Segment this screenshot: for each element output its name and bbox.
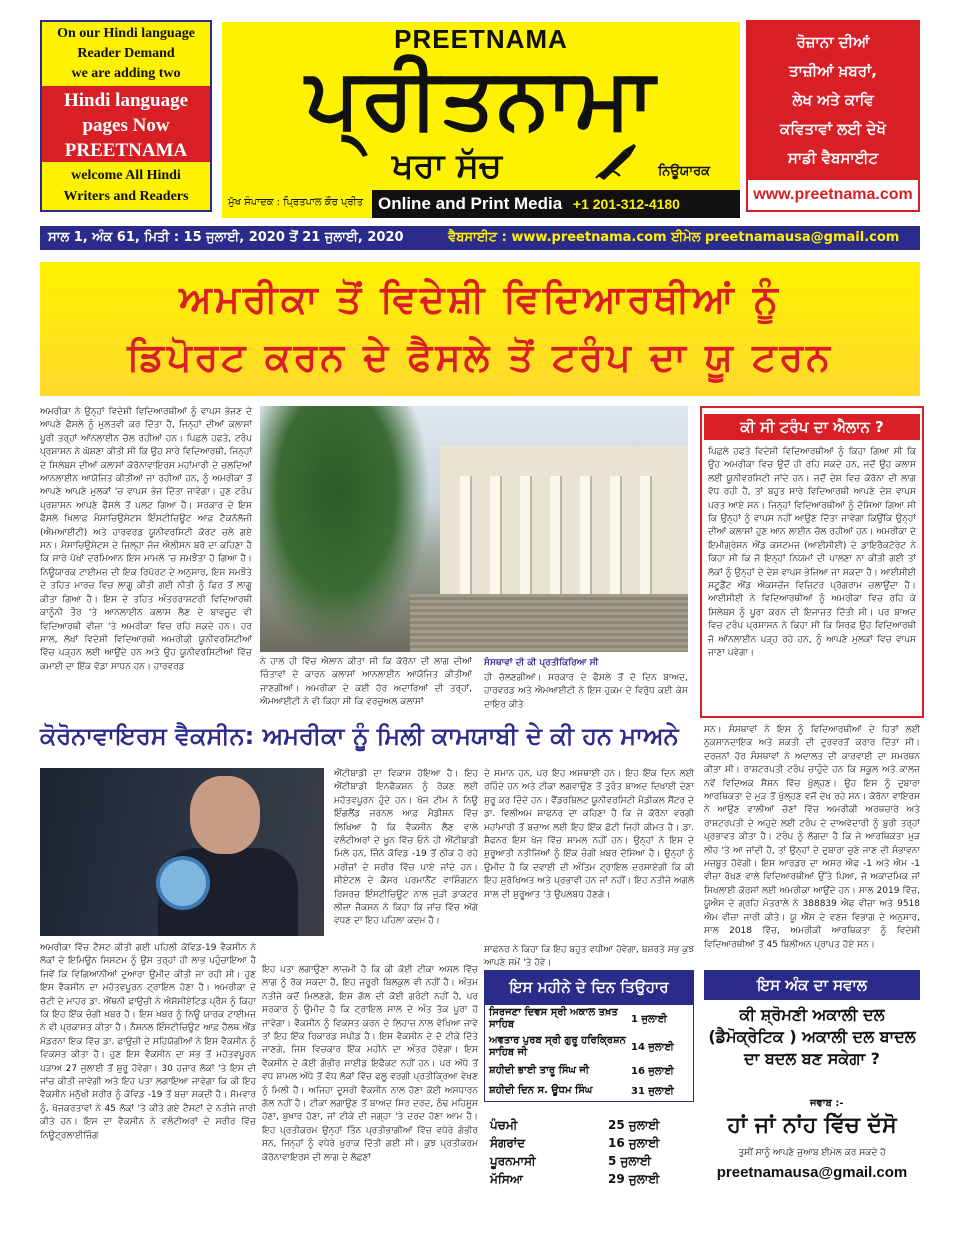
festival-date: 1 ਜੁਲਾਈ <box>631 1013 667 1025</box>
steps <box>410 594 688 652</box>
column <box>610 476 620 594</box>
lunar-name: ਸੰਗਰਾਂਦ <box>490 1136 526 1150</box>
lunar-row <box>484 1116 694 1134</box>
brand-english: PREETNAMA <box>394 24 568 54</box>
story1-continuation: ਸਨ। ਸੰਸਥਾਵਾਂ ਨੇ ਇਸ ਨੂੰ ਵਿਦਿਆਰਥੀਆਂ ਦੇ ਹਿਤਾਂ ਲਈ ਨੁਕਸਾਨਦਾਇਕ ਅਤੇ ਸ਼ਕਤੀ ਦੀ ਦੁਰਵਰਤੋਂ ਕਰਾਰ ਦਿੱਤਾ ਸੀ। ਦਰਜਨਾਂ ਹੋਰ ਸੰਸਥਾਵਾਂ ਨੇ ਅਦਾਲਤ ਦੀ ਕਾਰਵਾਈ ਦਾ ਸਮਰਥਨ ਕੀਤਾ ਸੀ। ਰਾਸ਼ਟਰਪਤੀ ਟਰੰਪ ਚਾਹੁੰਦੇ ਹਨ ਕਿ ਸਕੂਲ ਅਤੇ ਕਾਲਜ ਨਵੇਂ ਵਿਦਿਅਕ ਸੈਸ਼ਨ ਵਿੱਚ ਖੁੱਲ੍ਹਣ। ਉਹ ਇਸ ਨੂੰ ਦੁਬਾਰਾ ਆਰਥਿਕਤਾ ਦੇ ਮੁੜ ਤੋਂ ਖੁੱਲ੍ਹਣ ਵਜੋਂ ਦੇਖ ਰਹੇ ਸਨ। ਕੋਰੋਨਾ ਵਾਇਰਸ ਨੇ ਆਉਣ ਵਾਲੀਆਂ ਚੋਣਾਂ ਵਿੱਚ ਅਮਰੀਕੀ ਅਰਥਚਾਰੇ ਅਤੇ ਰਾਸ਼ਟਰਪਤੀ ਦੇ ਅਹੁਦੇ ਲਈ ਟਰੰਪ ਦੇ ਦਾਅਵੇਦਾਰੀ ਨੂੰ ਬੁਰੀ ਤਰ੍ਹਾਂ ਪ੍ਰਭਾਵਤ ਕੀਤਾ ਹੈ। ਟਰੰਪ ਨੂੰ ਲੱਗਦਾ ਹੈ ਕਿ ਜੇ ਆਰਥਿਕਤਾ ਮੁੜ ਲੀਹ 'ਤੇ ਆ ਜਾਂਦੀ ਹੈ, ਤਾਂ ਉਨ੍ਹਾਂ ਦੇ ਦੁਬਾਰਾ ਚੁਣੇ ਜਾਣ ਦੀ ਸੰਭਾਵਨਾ ਮਜ਼ਬੂਤ ਹੋਵੇਗੀ। ਇਸ ਆਰਡਰ ਦਾ ਅਸਰ ਐਫ -1 ਅਤੇ ਐਮ -1 ਵੀਜ਼ਾ ਰੱਖਣ ਵਾਲੇ ਵਿਦਿਆਰਥੀਆਂ ਉੱਤੇ ਪਿਆ, ਜੋ ਅਕਾਦਮਿਕ ਜਾਂ ਸਿਖਲਾਈ ਕੋਰਸਾਂ ਲਈ ਅਮਰੀਕਾ ਆਉਂਦੇ ਹਨ। ਸਾਲ 2019 ਵਿੱਚ, ਯੂਐਸ ਦੇ ਗ੍ਰਹਿ ਮੰਤਰਾਲੇ ਨੇ 388839 ਐਫ ਵੀਜ਼ਾ ਅਤੇ 9518 ਐਮ ਵੀਜ਼ਾ ਜਾਰੀ ਕੀਤੇ। ਯੂ ਐੱਸ ਦੇ ਵਣਜ ਵਿਭਾਗ ਦੇ ਅਨੁਸਾਰ, ਸਾਲ 2018 ਵਿੱਚ, ਅਮਰੀਕੀ ਆਰਥਿਕਤਾ ਨੂੰ ਵਿਦੇਸ਼ੀ ਵਿਦਿਆਰਥੀਆਂ ਤੋਂ 45 ਬਿਲੀਅਨ ਪ੍ਰਾਪਤ ਹੋਏ ਸਨ। <box>704 725 920 950</box>
notice-line: Hindi language <box>63 90 189 111</box>
fauci-photo <box>40 768 324 936</box>
media-strip <box>372 190 740 218</box>
festivals-table <box>484 1004 694 1102</box>
website-link[interactable]: www.preetnama.com <box>753 186 913 203</box>
promo-line: ਸਾਡੀ ਵੈਬਸਾਈਟ <box>787 149 879 167</box>
lunar-dates-table <box>484 1116 694 1188</box>
reply-label: ਜਵਾਬ :- <box>810 1098 844 1109</box>
festivals-title: ਇਸ ਮਹੀਨੇ ਦੇ ਦਿਨ ਤਿਉਹਾਰ <box>484 970 694 1004</box>
festival-date: 14 ਜੁਲਾਈ <box>631 1041 674 1053</box>
website-promo-box <box>746 20 920 212</box>
festival-name: ਅਵਤਾਰ ਪੁਰਬ ਸ੍ਰੀ ਗੁਰੂ ਹਰਿਕ੍ਰਿਸ਼ਨ ਸਾਹਿਬ ਜੀ <box>489 1035 626 1058</box>
virus-model <box>160 860 206 906</box>
headline-line: ਅਮਰੀਕਾ ਤੋਂ ਵਿਦੇਸ਼ੀ ਵਿਦਿਆਰਥੀਆਂ ਨੂੰ <box>179 277 781 321</box>
question-text: ਕੀ ਸ਼੍ਰੋਮਣੀ ਅਕਾਲੀ ਦਲ (ਡੈਮੋਕ੍ਰੇਟਿਕ ) ਅਕਾਲੀ ਦਲ ਬਾਦਲ ਦਾ ਬਦਲ ਬਣ ਸਕੇਗਾ ? <box>708 1005 916 1068</box>
issue-info-bar <box>40 226 920 250</box>
tagline: ਖਰਾ ਸੱਚ <box>392 146 502 186</box>
masthead-logo <box>222 22 740 218</box>
lunar-name: ਪੂਰਨਮਾਸੀ <box>490 1154 536 1168</box>
notice-line: On our Hindi language <box>57 26 195 41</box>
headline-line: ਡਿਪੋਰਟ ਕਰਨ ਦੇ ਫੈਸਲੇ ਤੋਂ ਟਰੰਪ ਦਾ ਯੂ ਟਰਨ <box>127 335 833 379</box>
notice-line: Reader Demand <box>77 46 175 61</box>
media-label: Online and Print Media <box>378 194 563 213</box>
festival-row <box>485 1033 693 1061</box>
email-link[interactable]: preetnamausa@gmail.com <box>716 1164 908 1181</box>
answer-prompt: ਹਾਂ ਜਾਂ ਨਾਂਹ ਵਿੱਚ ਦੱਸੋ <box>727 1113 897 1138</box>
library-building <box>440 446 688 616</box>
main-headline <box>40 262 920 396</box>
vaccine-headline: ਕੋਰੋਨਾਵਾਇਰਸ ਵੈਕਸੀਨ: ਅਮਰੀਕਾ ਨੂੰ ਮਿਲੀ ਕਾਮਯਾਬੀ ਦੇ ਕੀ ਹਨ ਮਾਅਨੇ <box>40 722 679 750</box>
notice-line: we are adding two <box>71 66 181 81</box>
column <box>520 476 530 594</box>
issue-date: ਸਾਲ 1, ਅੰਕ 61, ਮਿਤੀ : 15 ਜੁਲਾਈ, 2020 ਤੋਂ 21 ਜੁਲਾਈ, 2020 <box>48 230 404 245</box>
notice-line: PREETNAMA <box>64 140 188 161</box>
vaccine-column-d: ਇਹ ਪਤਾ ਲਗਾਉਣਾ ਲਾਜ਼ਮੀ ਹੈ ਕਿ ਕੀ ਕੋਈ ਟੀਕਾ ਅਸਲ ਵਿੱਚ ਲਾਗ ਨੂੰ ਰੋਕ ਸਕਦਾ ਹੈ, ਇਹ ਜ਼ਰੂਰੀ ਬਿਲਕੁਲ ਵੀ ਨਹੀਂ ਹੈ। ਅੰਤਮ ਨਤੀਜੇ ਕਦੋਂ ਮਿਲਣਗੇ, ਇਸ ਗੱਲ ਦੀ ਕੋਈ ਗਰੰਟੀ ਨਹੀਂ ਹੈ, ਪਰ ਸਰਕਾਰ ਨੂੰ ਉਮੀਦ ਹੈ ਕਿ ਟ੍ਰਾਇਲ ਸਾਲ ਦੇ ਅੰਤ ਤੱਕ ਪੂਰਾ ਹੋ ਜਾਵੇਗਾ। ਵੈਕਸੀਨ ਨੂੰ ਵਿਕਸਤ ਕਰਨ ਦੇ ਲਿਹਾਜ਼ ਨਾਲ ਵੇਖਿਆ ਜਾਵੇ ਤਾਂ ਇਹ ਇੱਕ ਰਿਕਾਰਡ ਸਪੀਡ ਹੈ। ਇਸ ਵੈਕਸੀਨ ਦੇ ਦੋ ਟੀਕੇ ਦਿੱਤੇ ਜਾਣਗੇ, ਜਿਸ ਵਿਚਕਾਰ ਇੱਕ ਮਹੀਨੇ ਦਾ ਅੰਤਰ ਹੋਵੇਗਾ। ਇਸ ਵੈਕਸੀਨ ਦੇ ਕੋਈ ਗੰਭੀਰ ਸਾਈਡ ਇਫੈਕਟ ਨਹੀਂ ਹਨ। ਪਰ ਅੱਧੇ ਤੋਂ ਵਧ ਸ਼ਾਮਲ ਅੱਧੇ ਤੋਂ ਵੱਧ ਲੋਕਾਂ ਵਿੱਚ ਫਲੂ ਵਰਗੀ ਪ੍ਰਤੀਕ੍ਰਿਆ ਵੇਖਣ ਨੂੰ ਮਿਲੀ ਹੈ। ਅਜਿਹਾ ਦੂਸਰੀ ਵੈਕਸੀਨ ਨਾਲ ਹੋਣਾ ਕੋਈ ਅਸਧਾਰਨ ਗੱਲ ਨਹੀਂ ਹੈ। ਟੀਕਾ ਲਗਾਉਣ ਤੋਂ ਬਾਅਦ ਸਿਰ ਦਰਦ, ਠੰਢ ਮਹਿਸੂਸ ਹੋਣਾ, ਬੁਖ਼ਾਰ ਹੋਣਾ, ਜਾਂ ਟੀਕੇ ਦੀ ਜਗ੍ਹਾ 'ਤੇ ਦਰਦ ਹੋਣਾ ਆਮ ਹੈ। ਇਹ ਪ੍ਰਤੀਕਰਮ ਉਨ੍ਹਾਂ ਤਿੰਨ ਪ੍ਰਤੀਭਾਗੀਆਂ ਵਿੱਚ ਵਧੇਰੇ ਗੰਭੀਰ ਸਨ, ਜਿਨ੍ਹਾਂ ਨੂੰ ਵਧੇਰੇ ਖੁਰਾਕ ਦਿੱਤੀ ਗਈ ਸੀ। ਕੁਝ ਪ੍ਰਤੀਕਰਮ ਕੋਰੋਨਾਵਾਇਰਸ ਦੀ ਲਾਗ ਦੇ ਲੱਛਣਾਂ <box>262 965 478 1163</box>
festival-date: 16 ਜੁਲਾਈ <box>631 1065 674 1077</box>
notice-line: welcome All Hindi <box>71 168 181 183</box>
promo-line: ਲੇਖ ਅਤੇ ਕਾਵਿ <box>792 91 874 109</box>
face <box>190 776 260 854</box>
announcement-title: ਕੀ ਸੀ ਟਰੰਪ ਦਾ ਐਲਾਨ ? <box>704 414 920 440</box>
festival-row <box>485 1061 693 1081</box>
website-promo-text <box>748 22 918 180</box>
story1-column-2: ਨੇ ਹਾਲ ਹੀ ਵਿੱਚ ਐਲਾਨ ਕੀਤਾ ਸੀ ਕਿ ਕੋਰੋਨਾ ਦੀ ਲਾਗ ਦੀਆਂ ਚਿੰਤਾਵਾਂ ਦੇ ਕਾਰਨ ਕਲਾਸਾਂ ਆਨਲਾਈਨ ਆਯੋਜਿਤ ਕੀਤੀਆਂ ਜਾਣਗੀਆਂ। ਅਮਰੀਕਾ ਦੇ ਕਈ ਹੋਰ ਅਦਾਰਿਆਂ ਦੀ ਤਰ੍ਹਾਂ, ਐਮਆਈਟੀ ਨੇ ਵੀ ਕਿਹਾ ਸੀ ਕਿ ਵਰਚੁਅਲ ਕਲਾਸਾਂ <box>260 657 472 708</box>
promo-line: ਤਾਜ਼ੀਆਂ ਖ਼ਬਰਾਂ, <box>789 62 877 80</box>
chief-editor: ਮੁੱਖ ਸੰਪਾਦਕ : ਪ੍ਰਿਤਪਾਲ ਕੌਰ ਪ੍ਰੀਤ <box>228 197 364 208</box>
lunar-name: ਪੰਚਮੀ <box>490 1118 518 1132</box>
story1-column-1: ਅਮਰੀਕਾ ਨੇ ਉਨ੍ਹਾਂ ਵਿਦੇਸ਼ੀ ਵਿਦਿਆਰਥੀਆਂ ਨੂੰ ਵਾਪਸ ਭੇਜਣ ਦੇ ਆਪਣੇ ਫੈਸਲੇ ਨੂੰ ਮੁਲਤਵੀ ਕਰ ਦਿੱਤਾ ਹੈ, ਜਿਨ੍ਹਾਂ ਦੀਆਂ ਕਲਾਸਾਂ ਪੂਰੀ ਤਰ੍ਹਾਂ ਆੱਨਲਾਈਨ ਚੱਲ ਰਹੀਆਂ ਹਨ। ਪਿਛਲੇ ਹਫਤੇ, ਟਰੰਪ ਪ੍ਰਸ਼ਾਸਨ ਨੇ ਘੋਸ਼ਣਾ ਕੀਤੀ ਸੀ ਕਿ ਉਹ ਸਾਰੇ ਵਿਦਿਆਰਥੀ, ਜਿਨ੍ਹਾਂ ਦੇ ਸਿਲੇਬਸ ਦੀਆਂ ਕਲਾਸਾਂ ਕੋਰੋਨਾਵਾਇਰਸ ਮਹਾਂਮਾਰੀ ਦੇ ਚਲਦਿਆਂ ਆਨਲਾਈਨ ਆਯੋਜਿਤ ਕੀਤੀਆਂ ਜਾ ਰਹੀਆਂ ਹਨ, ਨੂੰ ਅਮਰੀਕਾ ਤੋਂ ਆਪਣੇ ਆਪਣੇ ਮੁਲਕਾਂ 'ਚ ਵਾਪਸ ਭੇਜ ਦਿੱਤਾ ਜਾਵੇਗਾ। ਹੁਣ ਟਰੰਪ ਪ੍ਰਸ਼ਾਸਨ ਆਪਣੇ ਫੈਸਲੇ ਤੋਂ ਪਲਟ ਗਿਆ ਹੈ। ਸਰਕਾਰ ਦੇ ਇਸ ਫੈਸਲੇ ਖ਼ਿਲਾਫ਼ ਮੈਸਾਚਿਉਸੇਟਸ ਇੰਸਟੀਚਿਊਟ ਆਫ਼ ਟੈਕਨੋਲੋਜੀ (ਐਮਆਈਟੀ) ਅਤੇ ਹਾਰਵਰਡ ਯੂਨੀਵਰਸਿਟੀ ਕੋਰਟ ਚਲੇ ਗਏ ਸਨ। ਮੈਸਾਚਿਉਸੇਟਸ ਦੇ ਜ਼ਿਲ੍ਹਾ ਜੱਜ ਐਲੀਸਨ ਬਰੋ ਦਾ ਕਹਿਣਾ ਹੈ ਕਿ ਸਾਰੇ ਪੱਖਾਂ ਦਰਮਿਆਨ ਇਸ ਮਾਮਲੇ 'ਚ ਸਮਝੌਤਾ ਹੋ ਗਿਆ ਹੈ। ਨਿਊਯਾਰਕ ਟਾਈਮਜ਼ ਦੀ ਇਕ ਰਿਪੋਰਟ ਦੇ ਅਨੁਸਾਰ, ਇਸ ਸਮਝੌਤੇ ਦੇ ਤਹਿਤ ਮਾਰਚ ਵਿਚ ਲਾਗੂ ਕੀਤੀ ਗਈ ਨੀਤੀ ਨੂੰ ਫਿਰ ਤੋਂ ਲਾਗੂ ਕੀਤਾ ਗਿਆ ਹੈ। ਇਸ ਦੇ ਤਹਿਤ ਅੰਤਰਰਾਸ਼ਟਰੀ ਵਿਦਿਆਰਥੀ ਕਾਨੂੰਨੀ ਤੌਰ 'ਤੇ ਆਨਲਾਈਨ ਕਲਾਸ ਲੈਣ ਦੇ ਬਾਵਜੂਦ ਵੀ ਵਿਦਿਆਰਥੀ ਵੀਜ਼ਾ 'ਤੇ ਅਮਰੀਕਾ ਵਿਚ ਰਹਿ ਸਕਦੇ ਹਨ। ਹਰ ਸਾਲ, ਲੱਖਾਂ ਵਿਦੇਸ਼ੀ ਵਿਦਿਆਰਥੀ ਅਮਰੀਕੀ ਯੂਨੀਵਰਸਿਟੀਆਂ ਵਿੱਚ ਪੜ੍ਹਨ ਲਈ ਆਉਂਦੇ ਹਨ ਅਤੇ ਉਹ ਯੂਨੀਵਰਸਿਟੀਆਂ ਵਿੱਚ ਕਮਾਈ ਦਾ ਇੱਕ ਵੱਡਾ ਸਾਧਨ ਹਨ। ਹਾਰਵਰਡ <box>40 407 252 672</box>
story1-subhead: ਸੰਸਥਾਵਾਂ ਦੀ ਕੀ ਪ੍ਰਤੀਕਿਰਿਆ ਸੀ <box>484 658 599 668</box>
festival-name: ਸ਼ਹੀਦੀ ਭਾਈ ਤਾਰੂ ਸਿੰਘ ਜੀ <box>489 1065 589 1076</box>
question-title: ਇਸ ਅੰਕ ਦਾ ਸਵਾਲ <box>704 970 920 1000</box>
column <box>640 476 650 594</box>
column <box>460 476 470 594</box>
location: ਨਿਊਯਾਰਕ <box>658 164 710 179</box>
lunar-date: 29 ਜੁਲਾਈ <box>608 1171 660 1186</box>
vaccine-column-a: ਐਂਟੀਬਾਡੀ ਦਾ ਵਿਕਾਸ ਹੋਇਆ ਹੈ। ਇਹ ਐਂਟੀਬਾਡੀ ਇਨਫੈਕਸ਼ਨ ਨੂੰ ਰੋਕਣ ਲਈ ਮਹੱਤਵਪੂਰਨ ਹੁੰਦੇ ਹਨ। ਖੋਜ ਟੀਮ ਨੇ ਨਿਊ ਇੰਗਲੈਂਡ ਜਰਨਲ ਆਫ਼ ਮੈਡੀਸਨ ਵਿੱਚ ਲਿਖਿਆ ਹੈ ਕਿ ਵੈਕਸੀਨ ਲੈਣ ਵਾਲੇ ਵਲੰਟੀਅਰਾਂ ਦੇ ਖੂਨ ਵਿੱਚ ਓਨੇ ਹੀ ਐਂਟੀਬਾਡੀ ਮਿਲੇ ਹਨ, ਜਿੰਨੇ ਕੋਵਿਡ -19 ਤੋਂ ਠੀਕ ਹੋ ਰਹੇ ਮਰੀਜ਼ਾਂ ਦੇ ਸਰੀਰ ਵਿੱਚ ਪਾਏ ਜਾਂਦੇ ਹਨ। ਸੀਏਟਲ ਦੇ ਕੈਸਰ ਪਰਮਾਨੈਂਟ ਵਾਸ਼ਿੰਗਟਨ ਰਿਸਰਚ ਇੰਸਟੀਚਿਊਟ ਨਾਲ ਜੁੜੀ ਡਾਕਟਰ ਲੀਜ਼ਾ ਜੈਕਸਨ ਨੇ ਕਿਹਾ ਕਿ ਜਾਂਚ ਵਿੱਚ ਅੱਗੇ ਵਧਣ ਦਾ ਇਹ ਪਹਿਲਾ ਕਦਮ ਹੈ। <box>334 769 478 927</box>
phone-number: +1 201-312-4180 <box>572 196 680 212</box>
hindi-notice-box <box>40 20 212 212</box>
notice-line: pages Now <box>82 115 170 136</box>
festival-row <box>485 1005 693 1033</box>
hindi-notice-top <box>42 22 210 86</box>
story1-column-3: ਹੀ ਚੱਲਣਗੀਆਂ। ਸਰਕਾਰ ਦੇ ਫੈਸਲੇ ਤੋਂ ਦੋ ਦਿਨ ਬਾਅਦ, ਹਾਰਵਰਡ ਅਤੇ ਐਮਆਈਟੀ ਨੇ ਇਸ ਹੁਕਮ ਦੇ ਵਿਰੁੱਧ ਕਈ ਕੇਸ ਦਾਇਰ ਕੀਤੇ <box>484 673 688 710</box>
email-note: ਤੁਸੀਂ ਸਾਨੂੰ ਆਪਣੇ ਜੁਆਬ ਈਮੇਲ ਕਰ ਸਕਦੇ ਹੋ <box>738 1148 886 1158</box>
column <box>550 476 560 594</box>
column <box>580 476 590 594</box>
festival-date: 31 ਜੁਲਾਈ <box>631 1085 674 1097</box>
university-photo <box>260 406 688 652</box>
vaccine-column-b-tail: ਸ਼ਾਫਨਰ ਨੇ ਕਿਹਾ ਕਿ ਇਹ ਬਹੁਤ ਵਧੀਆ ਹੋਵੇਗਾ, ਬਸ਼ਰਤੇ ਸਭ ਕੁਝ ਆਪਣੇ ਸਮੇਂ 'ਤੇ ਹੋਵੇ। <box>484 945 694 969</box>
pen-icon <box>594 142 640 180</box>
promo-line: ਕਵਿਤਾਵਾਂ ਲਈ ਦੇਖੋ <box>780 120 886 138</box>
promo-line: ਰੋਜ਼ਾਨਾ ਦੀਆਂ <box>796 33 870 51</box>
column <box>490 476 500 594</box>
notice-line: Writers and Readers <box>63 189 189 204</box>
announcement-body: ਪਿਛਲੇ ਹਫਤੇ ਵਿਦੇਸ਼ੀ ਵਿਦਿਆਰਥੀਆਂ ਨੂੰ ਕਿਹਾ ਗਿਆ ਸੀ ਕਿ ਉਹ ਅਮਰੀਕਾ ਵਿਚ ਉਦੋਂ ਹੀ ਰਹਿ ਸਕਦੇ ਹਨ, ਜਦੋਂ ਉਹ ਕਲਾਸ ਲਈ ਯੂਨੀਵਰਸਿਟੀ ਜਾਂਦੇ ਹਨ। ਜਦੋਂ ਦੇਸ਼ ਵਿਚ ਕੋਰੋਨਾ ਦੀ ਲਾਗ ਵੱਧ ਰਹੀ ਹੈ, ਤਾਂ ਬਹੁਤ ਸਾਰੇ ਵਿਦਿਆਰਥੀ ਆਪਣੇ ਦੇਸ਼ ਵਾਪਸ ਪਰਤ ਆਏ ਸਨ। ਜਿਨ੍ਹਾਂ ਵਿਦਿਆਰਥੀਆਂ ਨੂੰ ਦੱਸਿਆ ਗਿਆ ਸੀ ਕਿ ਉਨ੍ਹਾਂ ਨੂੰ ਵਾਪਸ ਨਹੀਂ ਆਉਣ ਦਿੱਤਾ ਜਾਵੇਗਾ ਕਿਉਂਕਿ ਉਨ੍ਹਾਂ ਦੀਆਂ ਕਲਾਸਾਂ ਹੁਣ ਆਨ ਲਾਈਨ ਚੱਲ ਰਹੀਆਂ ਹਨ। ਅਮਰੀਕਾ ਦੇ ਇਮੀਗ੍ਰੇਸ਼ਨ ਐਂਡ ਕਸਟਮਜ਼ (ਆਈਸੀਈ) ਦੇ ਡਾਇਰੈਕਟੋਰੇਟ ਨੇ ਕਿਹਾ ਸੀ ਕਿ ਜੋ ਇਨ੍ਹਾਂ ਨਿਯਮਾਂ ਦੀ ਪਾਲਣਾ ਨਾ ਕੀਤੀ ਗਈ ਤਾਂ ਲੋਕਾਂ ਨੂੰ ਉਨ੍ਹਾਂ ਦੇ ਦੇਸ਼ ਵਾਪਸ ਭੇਜਿਆ ਜਾ ਸਕਦਾ ਹੈ। ਆਈਸੀਈ ਸਟੂਡੈਂਟ ਐਂਡ ਐਕਸਚੇਂਜ ਵਿਜ਼ਿਟਰ ਪ੍ਰੋਗਰਾਮ ਚਲਾਉਂਦਾ ਹੈ। ਆਈਸੀਈ ਨੇ ਵਿਦਿਆਰਥੀਆਂ ਨੂੰ ਅਮਰੀਕਾ ਵਿਚ ਰਹਿ ਕੇ ਸਿਲੇਬਸ ਨੂੰ ਪੂਰਾ ਕਰਨ ਦੀ ਇਜਾਜ਼ਤ ਦਿੱਤੀ ਸੀ। ਪਰ ਬਾਅਦ ਵਿਚ ਟਰੰਪ ਪ੍ਰਸ਼ਾਸਨ ਨੇ ਕਿਹਾ ਸੀ ਕਿ ਸਿਰਫ ਉਹ ਵਿਦਿਆਰਥੀ ਜੋ ਆੱਨਲਾਈਨ ਪੜ੍ਹ ਰਹੇ ਹਨ, ਨੂੰ ਆਪਣੇ ਮੁਲਕਾਂ ਵਿਚ ਵਾਪਸ ਜਾਣਾ ਪਵੇਗਾ। <box>708 447 916 659</box>
lunar-name: ਮੱਸਿਆ <box>490 1172 523 1186</box>
lunar-date: 25 ਜੁਲਾਈ <box>608 1117 660 1132</box>
lunar-date: 5 ਜੁਲਾਈ <box>608 1153 652 1168</box>
lunar-row <box>484 1134 694 1152</box>
hindi-notice-bottom <box>42 162 210 210</box>
vaccine-column-c: ਅਮਰੀਕਾ ਵਿੱਚ ਟੈਸਟ ਕੀਤੀ ਗਈ ਪਹਿਲੀ ਕੋਵਿਡ-19 ਵੈਕਸੀਨ ਨੇ ਲੋਕਾਂ ਦੇ ਇਮਿਊਨ ਸਿਸਟਮ ਨੂੰ ਉਸ ਤਰ੍ਹਾਂ ਹੀ ਲਾਭ ਪਹੁੰਚਾਇਆ ਹੈ ਜਿਵੇਂ ਕਿ ਵਿਗਿਆਨੀਆਂ ਦੁਆਰਾ ਉਮੀਦ ਕੀਤੀ ਜਾ ਰਹੀ ਸੀ। ਹੁਣ ਇਸ ਵੈਕਸੀਨ ਦਾ ਮਹੱਤਵਪੂਰਨ ਟ੍ਰਾਇਲ ਹੋਣਾ ਹੈ। ਅਮਰੀਕਾ ਦੇ ਚੋਟੀ ਦੇ ਮਾਹਰ ਡਾ. ਐਂਥਨੀ ਫਾਉਚੀ ਨੇ ਐਸੋਸੀਏਟਿਡ ਪ੍ਰੈਸ ਨੂੰ ਕਿਹਾ ਕਿ ਇਹ ਇੱਕ ਚੰਗੀ ਖ਼ਬਰ ਹੈ। ਇਸ ਖ਼ਬਰ ਨੂੰ ਨਿਊ ਯਾਰਕ ਟਾਈਮਜ਼ ਨੇ ਵੀ ਪ੍ਰਕਾਸ਼ਤ ਕੀਤਾ ਹੈ। ਨੈਸ਼ਨਲ ਇੰਸਟੀਚਿਊਟ ਆਫ਼ ਹੈਲਥ ਐਂਡ ਮੋਡਰਨਾ ਇਕ ਵਿੱਚ ਡਾ. ਫਾਉਚੀ ਦੇ ਸਹਿਯੋਗੀਆਂ ਨੇ ਇਸ ਵੈਕਸੀਨ ਨੂੰ ਵਿਕਸਤ ਕੀਤਾ ਹੈ। ਹੁਣ ਇਸ ਵੈਕਸੀਨ ਦਾ ਸਭ ਤੋਂ ਮਹੱਤਵਪੂਰਨ ਪੜਾਅ 27 ਜੁਲਾਈ ਤੋਂ ਸ਼ੁਰੂ ਹੋਵੇਗਾ। 30 ਹਜ਼ਾਰ ਲੋਕਾਂ 'ਤੇ ਇਸ ਦੀ ਜਾਂਚ ਕੀਤੀ ਜਾਵੇਗੀ ਅਤੇ ਇਹ ਪਤਾ ਲਗਾਇਆ ਜਾਵੇਗਾ ਕਿ ਕੀ ਇਹ ਵੈਕਸੀਨ ਮਨੁੱਖੀ ਸਰੀਰ ਨੂੰ ਕੋਵਿਡ -19 ਤੋਂ ਬਚਾ ਸਕਦੀ ਹੈ। ਸੋਮਵਾਰ ਨੂੰ, ਖੋਜਕਰਤਾਵਾਂ ਨੇ 45 ਲੋਕਾਂ 'ਤੇ ਕੀਤੇ ਗਏ ਟੈਸਟਾਂ ਦੇ ਨਤੀਜੇ ਜਾਰੀ ਕੀਤੇ ਹਨ। ਇਸ ਦਾ ਵੈਕਸੀਨ ਨੇ ਵਲੰਟੀਅਰਾਂ ਦੇ ਸਰੀਰ ਵਿੱਚ ਨਿਊਟ੍ਰਲਾਈਜ਼ਿੰਗ <box>40 943 256 1141</box>
brand-punjabi: ਪ੍ਰੀਤਨਾਮਾ <box>305 49 657 147</box>
contact-info: ਵੈਬਸਾਈਟ : www.preetnama.com ਈਮੇਲ preetnamausa@gmail.com <box>448 230 900 245</box>
festival-name: ਸ਼ਹੀਦੀ ਦਿਨ ਸ. ਊਧਮ ਸਿੰਘ <box>489 1085 593 1096</box>
lunar-date: 16 ਜੁਲਾਈ <box>608 1135 660 1150</box>
hindi-notice-middle <box>42 86 210 162</box>
vaccine-column-b: ਦੇ ਸਮਾਨ ਹਨ, ਪਰ ਇਹ ਅਸਥਾਈ ਹਨ। ਇਹ ਇੱਕ ਦਿਨ ਲਈ ਰਹਿੰਦੇ ਹਨ ਅਤੇ ਟੀਕਾ ਲਗਵਾਉਣ ਤੋਂ ਤੁਰੰਤ ਬਾਅਦ ਦਿਖਾਈ ਦੇਣਾ ਸ਼ੁਰੂ ਕਰ ਦਿੰਦੇ ਹਨ। ਵੈਂਡਰਬਿਲਟ ਯੂਨੀਵਰਸਿਟੀ ਮੈਡੀਕਲ ਸੈਂਟਰ ਦੇ ਡਾ. ਵਿਲੀਅਮ ਸ਼ਾਫਨਰ ਦਾ ਕਹਿਣਾ ਹੈ ਕਿ ਜੇ ਕੋਰੋਨਾ ਵਰਗੀ ਮਹਾਂਮਾਰੀ ਤੋਂ ਬਚਾਅ ਲਈ ਇਹ ਇੱਕ ਛੋਟੀ ਜਿਹੀ ਕੀਮਤ ਹੈ। ਡਾ. ਸ਼ੈਫਨਰ ਇਸ ਖੋਜ ਵਿੱਚ ਸ਼ਾਮਲ ਨਹੀਂ ਹਨ। ਉਨ੍ਹਾਂ ਨੇ ਇਸ ਦੇ ਸ਼ੁਰੂਆਤੀ ਨਤੀਜਿਆਂ ਨੂੰ ਇੱਕ ਚੰਗੀ ਖ਼ਬਰ ਦੱਸਿਆ ਹੈ। ਉਨ੍ਹਾਂ ਨੂੰ ਉਮੀਦ ਹੈ ਕਿ ਦਵਾਈ ਦੀ ਅੰਤਿਮ ਟ੍ਰਾਇਲ ਦਰਸਾਏਗੀ ਕਿ ਕੀ ਇਹ ਸੁਰੱਖਿਅਤ ਅਤੇ ਪ੍ਰਭਾਵੀ ਹਨ ਜਾਂ ਨਹੀਂ। ਇਹ ਨਤੀਜੇ ਅਗਲੇ ਸਾਲ ਦੀ ਸ਼ੁਰੂਆਤ 'ਤੇ ਉਪਲਬਧ ਹੋਣਗੇ। <box>484 769 694 900</box>
festival-name: ਸਿਰਜਣਾ ਦਿਵਸ ਸ੍ਰੀ ਅਕਾਲ ਤਖ਼ਤ ਸਾਹਿਬ <box>489 1007 618 1030</box>
lunar-row <box>484 1152 694 1170</box>
tree <box>260 406 430 652</box>
festival-row <box>485 1081 693 1101</box>
lunar-row <box>484 1170 694 1188</box>
